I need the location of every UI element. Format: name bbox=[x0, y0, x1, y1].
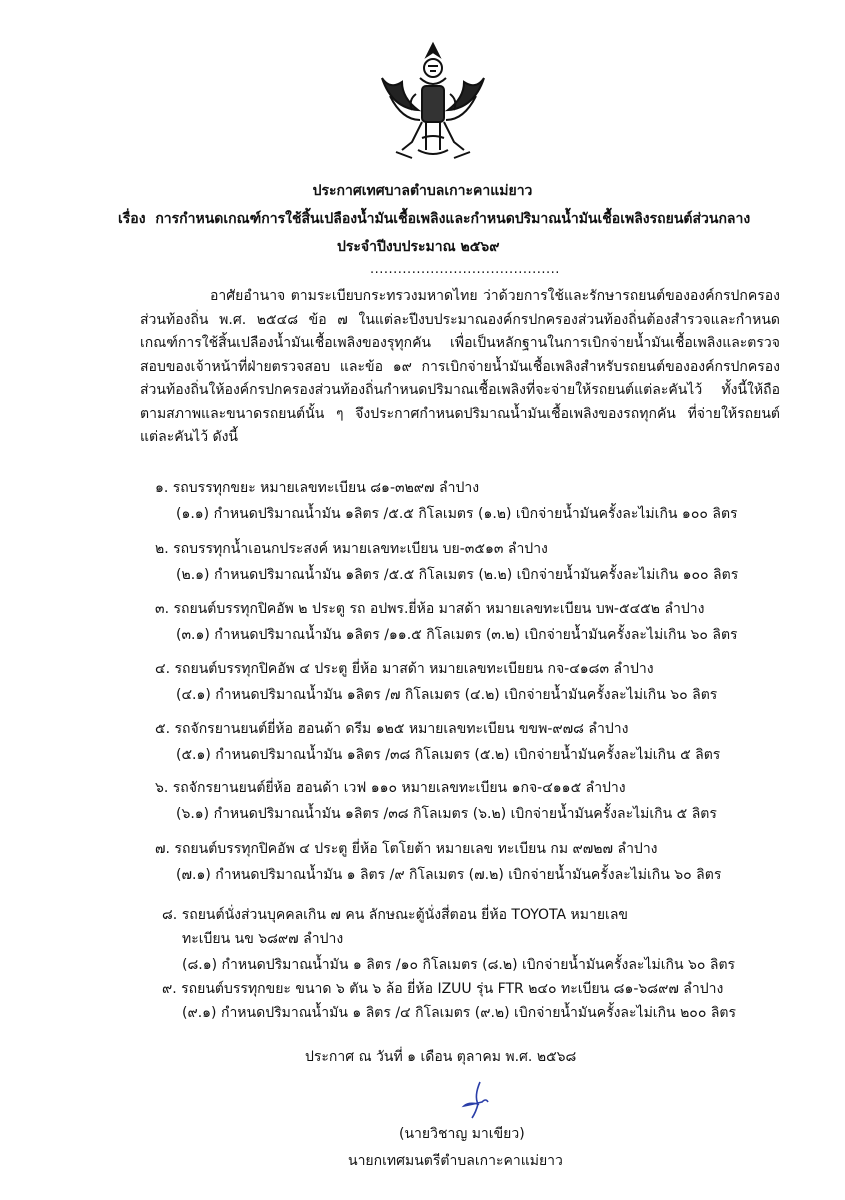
vehicle-item-1-title: ๑. รถบรรทุกขยะ หมายเลขทะเบียน ๘๑-๓๒๙๗ ลำปาง bbox=[155, 480, 480, 496]
vehicle-item-2-rule: (๒.๑) กำหนดปริมาณน้ำมัน ๑ลิตร /๕.๕ กิโลเมตร (๒.๒) เบิกจ่ายน้ำมันครั้งละไม่เกิน ๑๐๐ ลิตร bbox=[176, 567, 739, 583]
vehicle-item-7-rule: (๗.๑) กำหนดปริมาณน้ำมัน ๑ ลิตร /๙ กิโลเมตร (๗.๒) เบิกจ่ายน้ำมันครั้งละไม่เกิน ๖๐ ลิตร bbox=[176, 867, 722, 883]
garuda-emblem-icon bbox=[372, 38, 494, 170]
vehicle-item-4-rule: (๔.๑) กำหนดปริมาณน้ำมัน ๑ลิตร /๗ กิโลเมตร (๔.๒) เบิกจ่ายน้ำมันครั้งละไม่เกิน ๖๐ ลิตร bbox=[176, 687, 718, 703]
vehicle-item-9-title: ๙. รถยนต์บรรทุกขยะ ขนาด ๖ ตัน ๖ ล้อ ยี่ห้อ IZUU รุ่น FTR ๒๔๐ ทะเบียน ๘๑-๖๘๙๗ ลำปาง bbox=[162, 981, 724, 997]
vehicle-item-1-rule: (๑.๑) กำหนดปริมาณน้ำมัน ๑ลิตร /๕.๕ กิโลเมตร (๑.๒) เบิกจ่ายน้ำมันครั้งละไม่เกิน ๑๐๐ ลิตร bbox=[176, 506, 738, 522]
announcement-date: ประกาศ ณ วันที่ ๑ เดือน ตุลาคม พ.ศ. ๒๕๖๘ bbox=[305, 1049, 577, 1065]
fiscal-year: ประจำปีงบประมาณ ๒๕๖๙ bbox=[337, 239, 500, 255]
signer-name: (นายวิชาญ มาเขียว) bbox=[399, 1126, 525, 1142]
vehicle-item-9-rule: (๙.๑) กำหนดปริมาณน้ำมัน ๑ ลิตร /๔ กิโลเมตร (๙.๒) เบิกจ่ายน้ำมันครั้งละไม่เกิน ๒๐๐ ลิตร bbox=[182, 1005, 737, 1021]
vehicle-item-6-title: ๖. รถจักรยานยนต์ยี่ห้อ ฮอนด้า เวฟ ๑๑๐ หมายเลขทะเบียน ๑กจ-๔๑๑๕ ลำปาง bbox=[155, 780, 626, 796]
vehicle-item-8-rule: (๘.๑) กำหนดปริมาณน้ำมัน ๑ ลิตร /๑๐ กิโลเมตร (๘.๒) เบิกจ่ายน้ำมันครั้งละไม่เกิน ๖๐ ลิตร bbox=[182, 957, 736, 973]
vehicle-item-4-title: ๔. รถยนต์บรรทุกปิคอัพ ๔ ประตู ยี่ห้อ มาสด้า หมายเลขทะเบียยน กจ-๔๑๘๓ ลำปาง bbox=[155, 661, 654, 677]
vehicle-item-3-rule: (๓.๑) กำหนดปริมาณน้ำมัน ๑ลิตร /๑๑.๕ กิโลเมตร (๓.๒) เบิกจ่ายน้ำมันครั้งละไม่เกิน ๖๐ ลิตร bbox=[176, 627, 738, 643]
subject-line bbox=[118, 208, 750, 230]
vehicle-item-2-title: ๒. รถบรรทุกน้ำเอนกประสงค์ หมายเลขทะเบียน บย-๓๕๑๓ ลำปาง bbox=[155, 541, 548, 557]
body-paragraph: อาศัยอำนาจ ตามระเบียบกระทรวงมหาดไทย ว่าด้วยการใช้และรักษารถยนต์ขององค์กรปกครองส่วนท้องถิ่น พ.ศ. ๒๕๔๘ ข้อ ๗ ในแต่ละปีงบประมาณองค์กรปกครองส่วนท้องถิ่นต้องสำรวจและกำหนดเกณฑ์การใช้สิ้นเปลืองน้ำมันเชื้อเพลิงของรุทุกคัน เพื่อเป็นหลักฐานในการเบิกจ่ายน้ำมันเชื้อเพลิงและตรวจสอบของเจ้าหน้าที่ฝ่ายตรวจสอบ และข้อ ๑๙ การเบิกจ่ายน้ำมันเชื้อเพลิงสำหรับรถยนต์ขององค์กรปกครองส่วนท้องถิ่นให้องค์กรปกครองส่วนท้องถิ่นกำหนดปริมาณเชื้อเพลิงที่จะจ่ายให้รถยนต์แต่ละคันไว้ ทั้งนี้ให้ถือตามสภาพและขนาดรถยนต์นั้น ๆ จึงประกาศกำหนดปริมาณน้ำมันเชื้อเพลิงของรถทุกคัน ที่จ่ายให้รถยนต์แต่ละคันไว้ ดังนี้ bbox=[140, 288, 780, 445]
vehicle-item-8-title: ๘. รถยนต์นั่งส่วนบุคคลเกิน ๗ คน ลักษณะตู้นั่งสี่ตอน ยี่ห้อ TOYOTA หมายเลข bbox=[162, 907, 628, 923]
issuer-heading: ประกาศเทศบาลตำบลเกาะคาแม่ยาว bbox=[312, 183, 533, 199]
subject-label: เรื่อง bbox=[118, 211, 146, 227]
vehicle-item-5-rule: (๕.๑) กำหนดปริมาณน้ำมัน ๑ลิตร /๓๘ กิโลเมตร (๕.๒) เบิกจ่ายน้ำมันครั้งละไม่เกิน ๕ ลิตร bbox=[176, 747, 721, 763]
signature-icon bbox=[460, 1080, 494, 1120]
vehicle-item-5-title: ๕. รถจักรยานยนต์ยี่ห้อ ฮอนด้า ดรีม ๑๒๕ หมายเลขทะเบียน ขขพ-๙๗๘ ลำปาง bbox=[155, 721, 629, 737]
subject-text: การกำหนดเกณฑ์การใช้สิ้นเปลืองน้ำมันเชื้อเพลิงและกำหนดปริมาณน้ำมันเชื้อเพลิงรถยนต์ส่วนกลาง bbox=[155, 211, 751, 227]
vehicle-item-8-title-cont: ทะเบียน นข ๖๘๙๗ ลำปาง bbox=[182, 931, 344, 947]
vehicle-item-7-title: ๗. รถยนต์บรรทุกปิคอัพ ๔ ประตู ยี่ห้อ โตโยต้า หมายเลข ทะเบียน กม ๙๗๒๗ ลำปาง bbox=[155, 841, 658, 857]
signer-position: นายกเทศมนตรีตำบลเกาะคาแม่ยาว bbox=[348, 1153, 563, 1169]
vehicle-item-3-title: ๓. รถยนต์บรรทุกปิคอัพ ๒ ประตู รถ อปพร.ยี่ห้อ มาสด้า หมายเลขทะเบียน บพ-๕๔๕๒ ลำปาง bbox=[155, 601, 705, 617]
vehicle-item-6-rule: (๖.๑) กำหนดปริมาณน้ำมัน ๑ลิตร /๓๘ กิโลเมตร (๖.๒) เบิกจ่ายน้ำมันครั้งละไม่เกิน ๕ ลิตร bbox=[176, 806, 717, 822]
separator-dots: ......................................... bbox=[370, 262, 560, 277]
